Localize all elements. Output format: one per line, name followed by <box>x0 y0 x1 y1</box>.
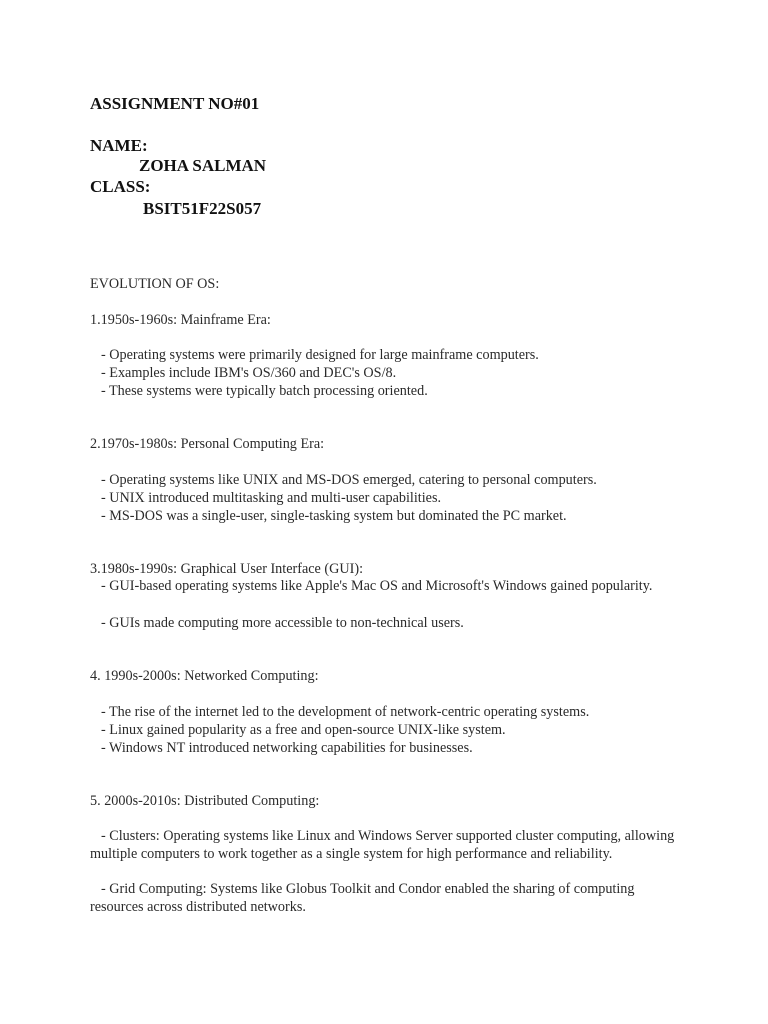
name-value: ZOHA SALMAN <box>139 156 267 175</box>
section-title: 1.1950s-1960s: Mainframe Era: <box>90 312 271 328</box>
doc-heading: EVOLUTION OF OS: <box>90 276 220 292</box>
bullet-paragraph: - Grid Computing: Systems like Globus Toolkit and Condor enabled the sharing of computing resources across distributed networks. <box>90 881 635 915</box>
bullet-line: - MS-DOS was a single-user, single-tasking system but dominated the PC market. <box>101 508 567 524</box>
bullet-line: - Operating systems were primarily designed for large mainframe computers. <box>101 347 539 363</box>
class-value: BSIT51F22S057 <box>143 199 262 218</box>
bullet-paragraph: - Clusters: Operating systems like Linux and Windows Server supported cluster computing, allowing multiple computers to work together as a single system for high performance and reliability. <box>90 828 675 862</box>
bullet-line: - Examples include IBM's OS/360 and DEC's OS/8. <box>101 365 397 381</box>
section-title: 3.1980s-1990s: Graphical User Interface (GUI): <box>90 561 364 577</box>
bullet-line: - Operating systems like UNIX and MS-DOS emerged, catering to personal computers. <box>101 472 597 488</box>
bullet-line: - Windows NT introduced networking capabilities for businesses. <box>101 740 473 756</box>
bullet-line: - GUIs made computing more accessible to non-technical users. <box>101 615 464 631</box>
section-title: 2.1970s-1980s: Personal Computing Era: <box>90 436 325 452</box>
section-title: 5. 2000s-2010s: Distributed Computing: <box>90 793 320 809</box>
bullet-line: - The rise of the internet led to the development of network-centric operating systems. <box>101 704 590 720</box>
section-title: 4. 1990s-2000s: Networked Computing: <box>90 668 319 684</box>
assignment-title: ASSIGNMENT NO#01 <box>90 94 260 113</box>
bullet-paragraph: - GUI-based operating systems like Apple's Mac OS and Microsoft's Windows gained popularity. <box>101 578 653 594</box>
bullet-line: - UNIX introduced multitasking and multi-user capabilities. <box>101 490 442 506</box>
class-label: CLASS: <box>90 177 151 196</box>
bullet-line: - These systems were typically batch processing oriented. <box>101 383 428 399</box>
name-label: NAME: <box>90 136 148 155</box>
bullet-line: - Linux gained popularity as a free and open-source UNIX-like system. <box>101 722 506 738</box>
